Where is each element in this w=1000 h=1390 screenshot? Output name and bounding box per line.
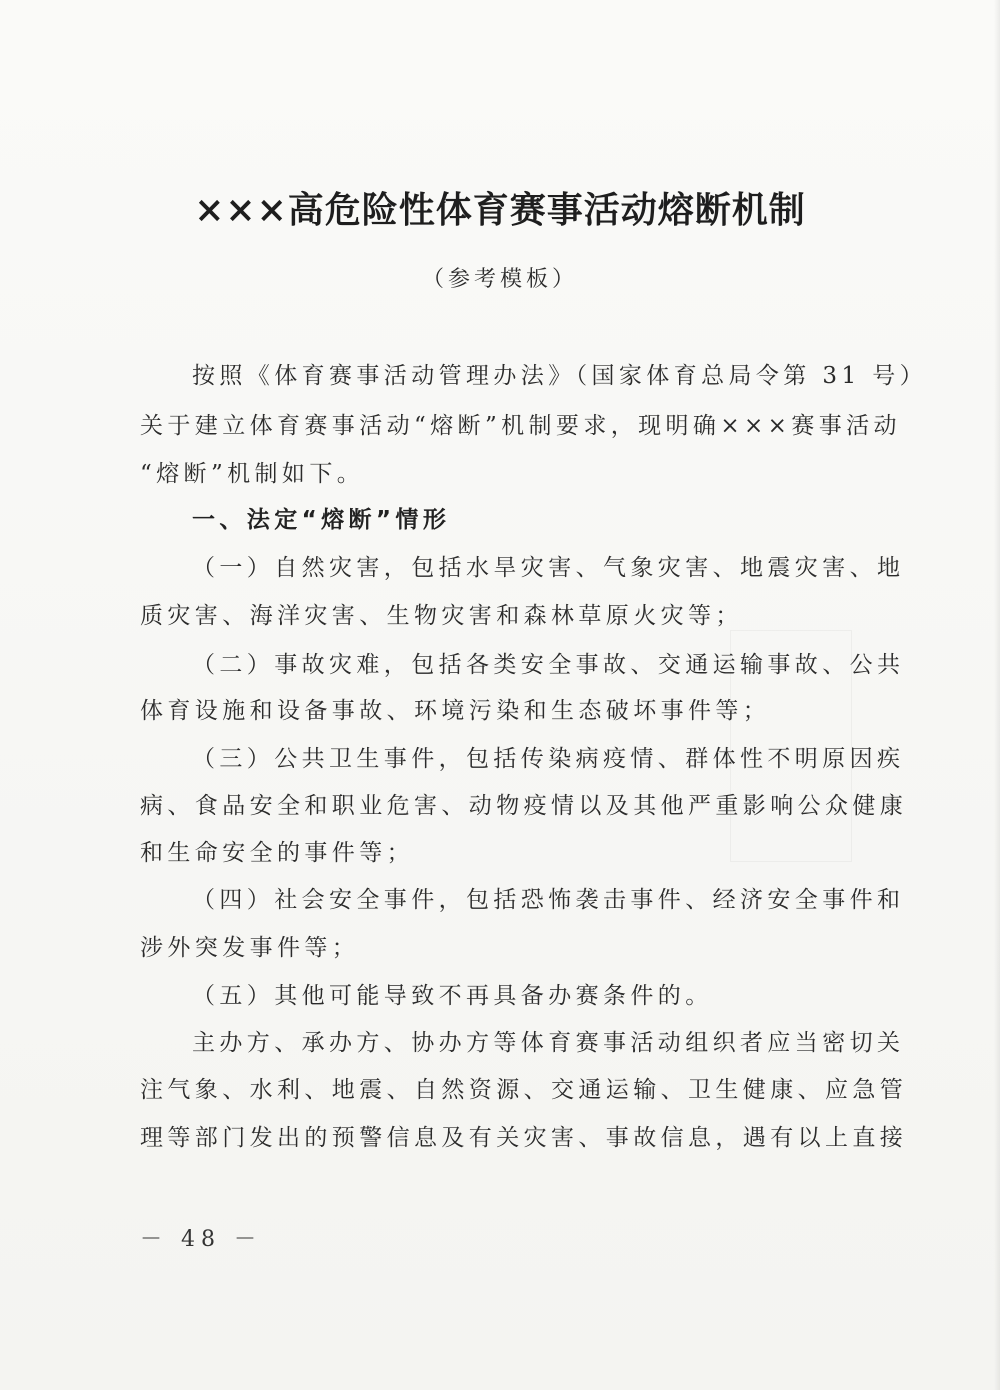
paragraph-line: 和生命安全的事件等； xyxy=(140,840,414,866)
document-subtitle: （参考模板） xyxy=(421,267,578,292)
document-title: ×××高危险性体育赛事活动熔断机制 xyxy=(194,189,806,231)
paragraph-line: 注气象、水利、地震、自然资源、交通运输、卫生健康、应急管 xyxy=(140,1077,908,1103)
paragraph-line: （五）其他可能导致不再具备办赛条件的。 xyxy=(192,983,713,1009)
page-number: － 48 － xyxy=(140,1227,262,1252)
paragraph-line: （三）公共卫生事件，包括传染病疫情、群体性不明原因疾 xyxy=(192,746,905,772)
paragraph-line: 体育设施和设备事故、环境污染和生态破坏事件等； xyxy=(140,698,771,724)
paragraph-line: （二）事故灾难，包括各类安全事故、交通运输事故、公共 xyxy=(192,652,905,678)
section-heading: 一、法定“熔断”情形 xyxy=(192,507,451,533)
paragraph-line: 主办方、承办方、协办方等体育赛事活动组织者应当密切关 xyxy=(192,1030,905,1056)
paragraph-line: “熔断”机制如下。 xyxy=(140,461,365,487)
paragraph-line: 涉外突发事件等； xyxy=(140,935,360,961)
paragraph-line: 按照《体育赛事活动管理办法》（国家体育总局令第 31 号） xyxy=(192,363,927,389)
paragraph-line: 质灾害、海洋灾害、生物灾害和森林草原火灾等； xyxy=(140,603,743,629)
paragraph-line: 理等部门发出的预警信息及有关灾害、事故信息，遇有以上直接 xyxy=(140,1125,908,1151)
paragraph-line: 病、食品安全和职业危害、动物疫情以及其他严重影响公众健康 xyxy=(140,793,908,819)
paragraph-line: 关于建立体育赛事活动“熔断”机制要求，现明确×××赛事活动 xyxy=(140,413,901,439)
paragraph-line: （四）社会安全事件，包括恐怖袭击事件、经济安全事件和 xyxy=(192,887,905,913)
paragraph-line: （一）自然灾害，包括水旱灾害、气象灾害、地震灾害、地 xyxy=(192,555,905,581)
